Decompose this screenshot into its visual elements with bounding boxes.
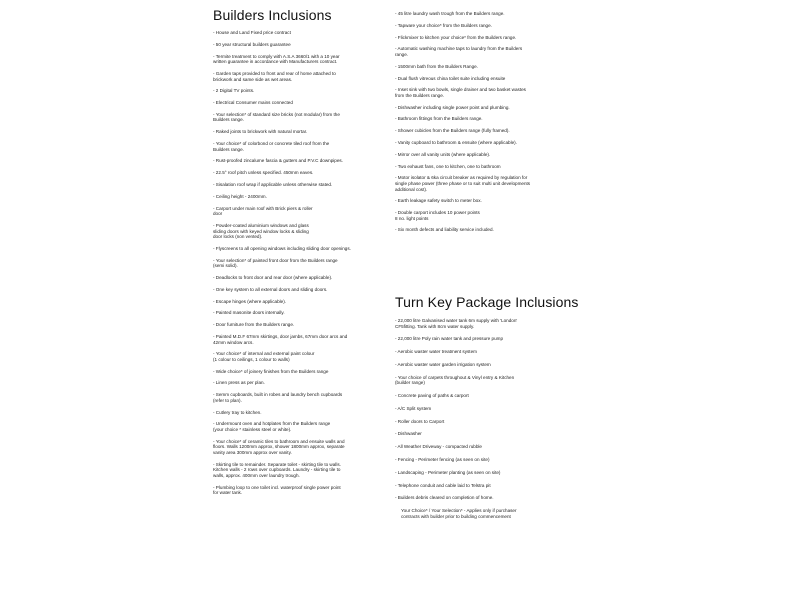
inclusion-item: - Ceiling height - 2400mm. [213,193,267,199]
inclusion-item: - Your choice* of ceramic tiles to bathroom and ensuite walls and floors. Walls 1200mm approx, shower 1800mm approx, separate vanity area 300mm approx over vanity. [213,438,345,455]
selection-footnote: Your Choice* / Your Selection* - Applies only if purchaser contracts with builder prior to building commencement [401,508,517,519]
turnkey-item: - 22,000 litre Poly rain water tank and pressure pump [395,336,504,342]
inclusion-item: - Mirror over all vanity units (where applicable). [395,151,491,157]
inclusion-item: - Raked joints to brickwork with natural mortar. [213,129,308,135]
inclusion-item: - Your choice* of internal and external paint colour (1 colour to ceilings, 1 colour to walls) [213,351,315,362]
inclusion-item: - Shower cubicles from the Builders range (fully framed). [395,128,510,134]
inclusion-item: - 45 litre laundry wash trough from the Builders range. [395,11,505,16]
inclusion-item: - Painted M.D.F 67mm skirtings, door jambs, 67mm door arcs and 42mm window arcs. [213,333,348,345]
inclusion-item: - Six month defects and liability service included. [395,227,494,233]
document-page [205,0,595,600]
turnkey-item: - A/C Split system [395,405,432,411]
builders-inclusions-continued-list [395,11,585,239]
turnkey-item: - Roller doors to Carport [395,418,445,424]
inclusion-item: - Your selection* of painted front door from the Builders range (semi solid). [213,257,338,269]
inclusion-item: - Deadlocks to front door and rear door (where applicable). [213,275,333,281]
builders-inclusions-list [213,30,393,502]
inclusion-item: - Linen press as per plan. [213,380,265,386]
inclusion-item: - 50 year structural builders guarantee [213,41,291,47]
inclusion-item: - Earth leakage safety switch to meter box. [395,198,482,204]
inclusion-item: - Carport under main roof with Brick piers & roller door [213,205,313,217]
inclusion-item: - Two exhaust fans, one to kitchen, one to bathroom [395,163,501,169]
turn-key-package-list [395,318,585,519]
inclusion-item: - Garden taps provided to front and rear of home attached to brickwork and same side as wet areas. [213,70,336,82]
inclusion-item: - Dual flush vitreous china toilet suite including ensuite [395,75,506,81]
turnkey-item: - Aerobic waster water garden irrigation system [395,361,491,367]
turnkey-item: - All Weather Driveway - compacted rubble [395,444,482,450]
inclusion-item: - Undermount oven and hotplates from the Builders range (your choice * stainless steel or white). [213,421,331,432]
turnkey-item: - 22,000 litre Galvanised water tank 6m supply with 'London' CF5fitting. Tank with 8cm water supply. [395,318,518,329]
inclusion-item: - Sisalation roof wrap if applicable unless otherwise stated. [213,181,333,187]
inclusion-item: - Double carport includes 10 power points 8 no. light points [395,210,480,221]
turnkey-item: - Fencing - Perimeter fencing (as seen on site) [395,457,490,462]
inclusion-item: - Tapware your choice* from the Builders range. [395,22,492,28]
inclusion-item: - Flyscreens to all opening windows including sliding door openings. [213,245,351,251]
turnkey-item: - Telephone conduit and cable laid to Telstra pit [395,482,491,488]
inclusion-item: - Automatic washing machine taps to laundry from the Builders range. [395,46,523,57]
inclusion-item: - Skirting tile to remainder. Separate toilet - skirting tile to walls. Kitchen walls - 2 rows over cupboards. Laundry - skirting tile to walls, approx. 400mm over laundry trough. [213,461,341,478]
inclusion-item: - Vanity cupboard to bathroom & ensuite (where applicable). [395,140,517,145]
inclusion-item: - Powder-coated aluminium windows and glass sliding doors with keyed window locks & sliding door locks (non vented). [213,222,309,240]
inclusion-item: - Flickmixer to kitchen your choice* from the Builders range. [395,34,517,40]
inclusion-item: - Escape hinges (where applicable). [213,298,287,304]
inclusion-item: - House and Land Fixed price contract [213,30,291,35]
inclusion-item: - Your selection* of standard size bricks (not modular) from the Builders range. [213,111,340,123]
inclusion-item: - Cutlery tray to kitchen. [213,409,262,415]
inclusion-item: - Rust-proofed zincalume fascia & gutters and P.V.C downpipes. [213,158,343,164]
inclusion-item: - Bathroom fittings from the Builders range. [395,116,483,122]
inclusion-item: - Plumbing loop to one toilet incl. waterproof single power point for water tank. [213,484,341,496]
inclusion-item: - 1500mm bath from the Builders Range. [395,63,478,69]
turnkey-item: - Your choice of carpets throughout & Vinyl entry & Kitchen (builder range) [395,374,515,386]
inclusion-item: - Painted masonite doors internally. [213,310,285,316]
inclusion-item: - Wide choice* of joinery finishes from the Builders range [213,368,329,374]
turnkey-item: - Landscaping - Perimeter planting (as seen on site) [395,469,501,475]
builders-inclusions-heading: Builders Inclusions [213,7,332,23]
inclusion-item: - Dishwasher including single power point and plumbing. [395,104,510,110]
turn-key-package-heading: Turn Key Package Inclusions [395,294,579,310]
inclusion-item: - Electrical Consumer mains connected [213,100,293,106]
inclusion-item: - Motor isolator & 6ka circuit breaker as required by regulation for single phase power (three phase or to suit multi unit developments additional cost). [395,175,531,192]
turnkey-item: - Dishwasher [395,431,422,437]
inclusion-item: - 2 Digital TV points. [213,88,255,94]
turnkey-item: - Aerobic waster water treatment system [395,349,477,355]
inclusion-item: - Your choice* of colorbond or concrete tiled roof from the Builders range. [213,141,330,152]
turnkey-item: - Builders debris cleared on completion of home. [395,495,494,501]
inclusion-item: - Inset sink with two bowls, single drainer and two basket wastes from the Builders range. [395,87,526,98]
inclusion-item: - One key system to all external doors and sliding doors. [213,286,328,292]
inclusion-item: - 22.5° roof pitch unless specified. 450mm eaves. [213,170,314,176]
inclusion-item: - Semm cupboards, built in robes and laundry bench cupboards (refer to plan). [213,392,343,403]
inclusion-item: - Termite treatment to comply with A.S.A 3660/1 with a 10 year written guarantee in accordance with Manufacturers contract. [213,53,340,65]
inclusion-item: - Door furniture from the Builders range. [213,322,295,328]
turnkey-item: - Concrete paving of paths & carport [395,393,469,399]
